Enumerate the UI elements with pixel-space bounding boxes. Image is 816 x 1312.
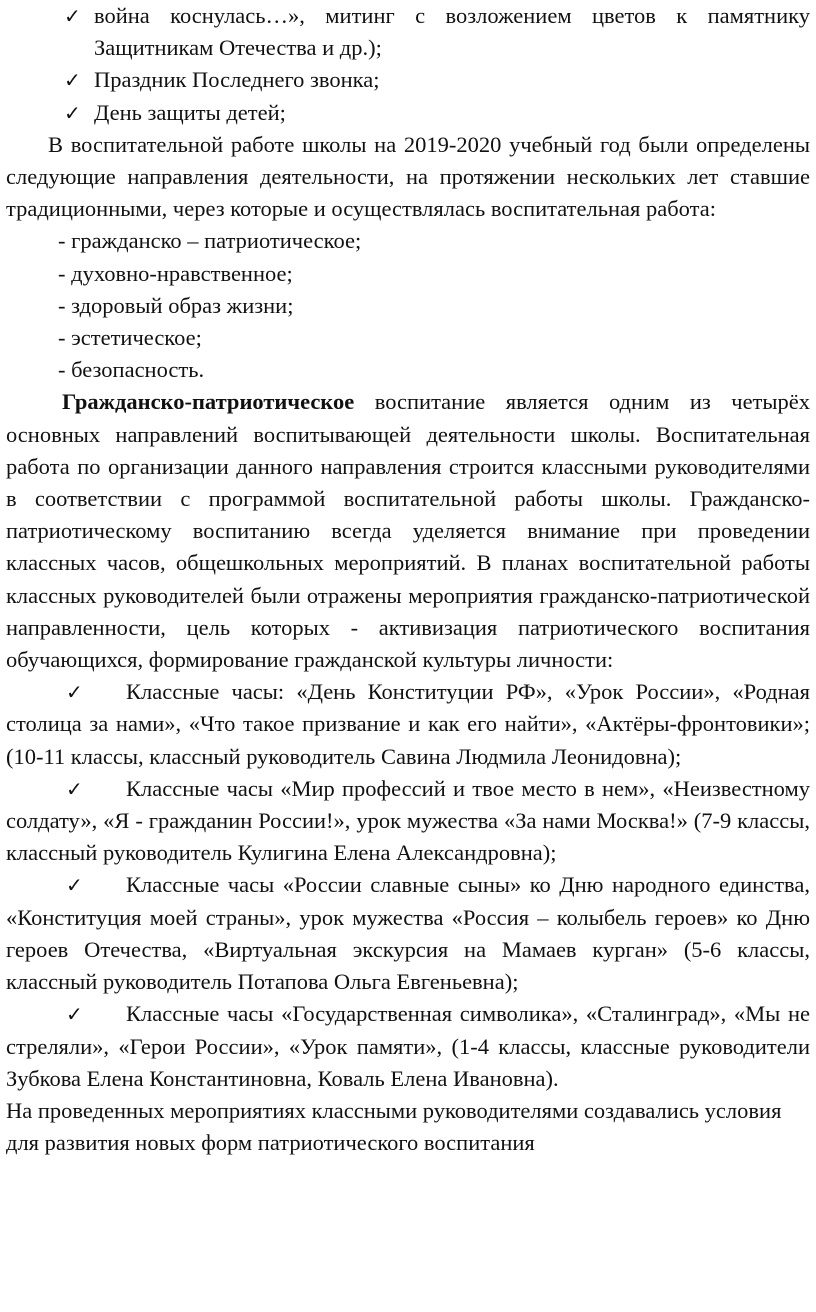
list-item-text: война коснулась…», митинг с возложением цветов к памятнику Защитникам Отечества и др.); — [94, 3, 810, 61]
civic-heading: Гражданско-патриотическое — [62, 389, 355, 415]
check-icon: ✓ — [64, 4, 81, 28]
check-icon: ✓ — [64, 100, 81, 125]
intro-paragraph: В воспитательной работе школы на 2019-2020 учебный год были определены следующие направления деятельности, на протяжении нескольких лет ставшие традиционными, через которые и осуществлялась воспитательная работа: — [6, 131, 810, 222]
list-item — [6, 0, 810, 64]
event-text: Классные часы «Мир профессий и твое место в нем», «Неизвестному солдату», «Я - гражданин России!», урок мужества «За нами Москва!» (7-9 классы, классный руководитель Кулигина Елена Александровна); — [6, 775, 810, 866]
list-item-text: День защиты детей; — [94, 99, 286, 125]
direction-item: - духовно-нравственное; — [58, 260, 293, 286]
event-text: Классные часы: «День Конституции РФ», «Урок России», «Родная столица за нами», «Что такое призвание и как его найти», «Актёры-фронтовики»; (10-11 классы, классный руководитель Савина Людмила Леонидовна); — [6, 679, 810, 769]
top-checklist — [6, 0, 810, 129]
check-icon: ✓ — [66, 680, 83, 705]
event-text: Классные часы «Государственная символика», «Сталинград», «Мы не стреляли», «Герои России», «Урок памяти», (1-4 классы, классные руководители Зубкова Елена Константиновна, Коваль Елена Ивановна). — [6, 1001, 810, 1091]
direction-item: - гражданско – патриотическое; — [58, 228, 362, 254]
direction-item: - эстетическое; — [58, 325, 202, 351]
event-item — [6, 869, 810, 998]
closing-paragraph: На проведенных мероприятиях классными руководителями создавались условия для развития новых форм патриотического воспитания — [6, 1097, 782, 1156]
list-item-text: Праздник Последнего звонка; — [94, 67, 380, 93]
direction-item: - здоровый образ жизни; — [58, 292, 294, 318]
event-item — [6, 676, 810, 773]
direction-item: - безопасность. — [58, 357, 205, 383]
list-item — [6, 64, 810, 96]
check-icon: ✓ — [64, 68, 81, 93]
civic-paragraph — [6, 386, 810, 676]
event-item — [6, 998, 810, 1095]
check-icon: ✓ — [66, 873, 83, 898]
event-text: Классные часы «России славные сыны» ко Дню народного единства, «Конституция моей страны», урок мужества «Россия – колыбель героев» ко Дню героев Отечества, «Виртуальная экскурсия на Мамаев курган» (5-6 классы, классный руководитель Потапова Ольга Евгеньевна); — [6, 872, 810, 995]
civic-text: воспитание является одним из четырёх основных направлений воспитывающей деятельности школы. Воспитательная работа по организации данного направления строится классными руководителями в соответствии с программой воспитательной работы школы. Гражданско-патриотическому воспитанию всегда уделяется внимание при проведении классных часов, общешкольных мероприятий. В планах воспитательной работы классных руководителей были отражены мероприятия гражданско-патриотической направленности, цель которых - активизация патриотического воспитания обучающихся, формирование гражданской культуры личности: — [6, 389, 810, 673]
check-icon: ✓ — [66, 1002, 83, 1027]
check-icon: ✓ — [66, 776, 83, 801]
list-item — [6, 97, 810, 129]
event-item — [6, 773, 810, 870]
